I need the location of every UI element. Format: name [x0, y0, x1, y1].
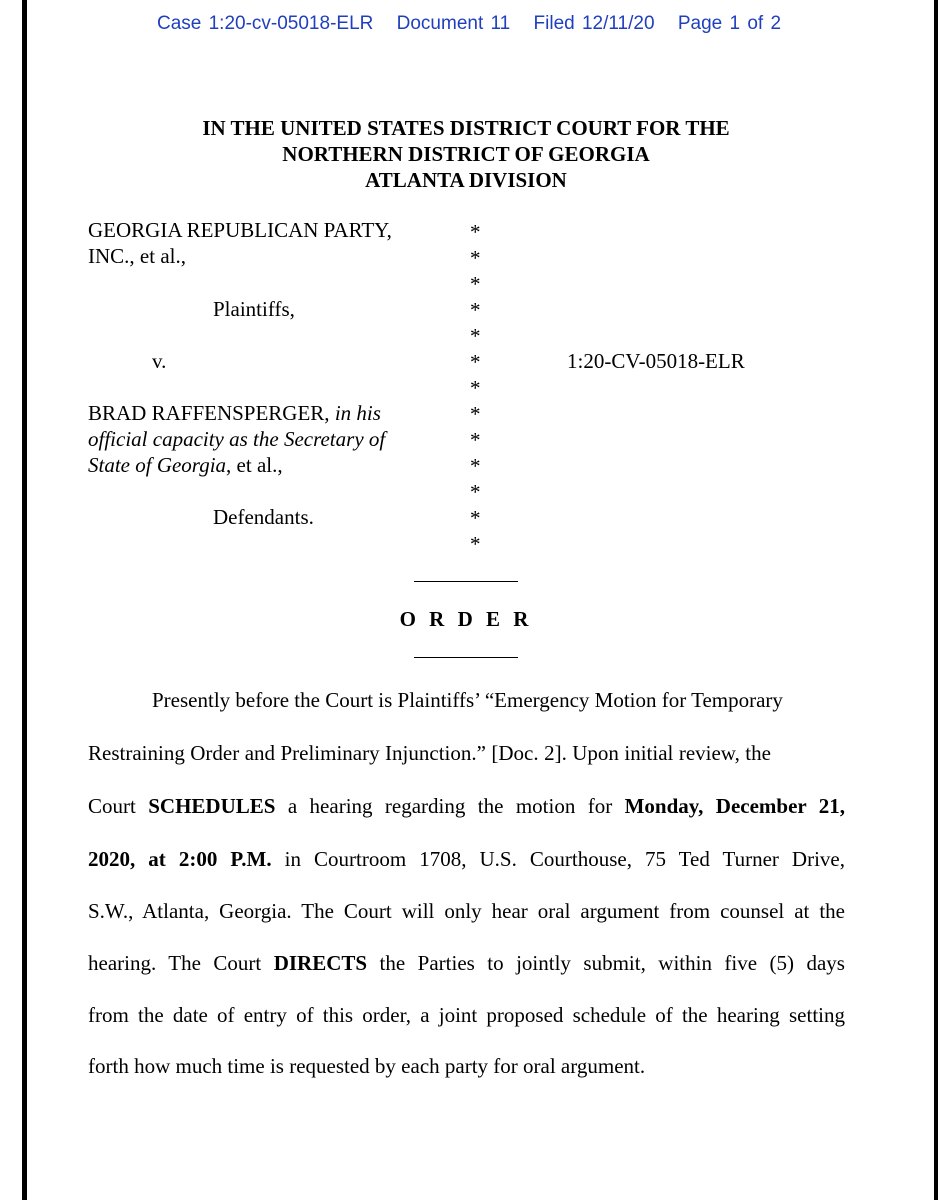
defendants-label: Defendants. — [213, 505, 314, 529]
defendant-line-3 — [88, 452, 283, 478]
stamp-page: Page 1 of 2 — [677, 13, 782, 34]
stamp-case: Case 1:20-cv-05018-ELR — [156, 13, 374, 34]
caption-asterisk: * — [470, 428, 481, 452]
court-heading — [0, 115, 932, 193]
plaintiff-name-line-1: GEORGIA REPUBLICAN PARTY, — [88, 218, 392, 242]
body-line-2: Restraining Order and Preliminary Injunction.” [Doc. 2]. Upon initial review, the — [88, 741, 771, 765]
defendant-capacity-1: in his — [334, 401, 381, 425]
body-line-4b: in Courtroom 1708, U.S. Courthouse, 75 Ted Turner Drive, — [271, 847, 845, 871]
defendant-line-2 — [88, 426, 385, 452]
defendant-name: BRAD RAFFENSPERGER, — [88, 401, 330, 425]
schedules-term: SCHEDULES — [148, 794, 276, 818]
defendant-capacity-3: State of Georgia — [88, 453, 227, 477]
body-line-7: from the date of entry of this order, a joint proposed schedule of the hearing setting — [88, 1003, 845, 1027]
hearing-date: Monday, December 21, — [624, 794, 845, 818]
defendant-line-1 — [88, 400, 381, 426]
caption-asterisk: * — [470, 480, 481, 504]
caption-asterisk: * — [470, 454, 481, 478]
caption-asterisk: * — [470, 506, 481, 530]
body-line-1: Presently before the Court is Plaintiffs’ “Emergency Motion for Temporary — [152, 688, 783, 712]
body-line-3 — [88, 793, 845, 819]
stamp-filed: Filed 12/11/20 — [533, 13, 655, 34]
court-line-1: IN THE UNITED STATES DISTRICT COURT FOR THE — [202, 116, 730, 140]
body-line-4 — [88, 846, 845, 872]
body-line-3c: a hearing regarding the motion for — [275, 794, 625, 818]
caption-asterisk: * — [470, 272, 481, 296]
order-title: O R D E R — [399, 607, 533, 631]
defendant-suffix: , et al., — [226, 453, 283, 477]
filing-stamp — [0, 13, 938, 35]
page-edge-right — [934, 0, 938, 1200]
case-number: 1:20-CV-05018-ELR — [567, 349, 745, 373]
caption-asterisk: * — [470, 376, 481, 400]
caption-asterisk: * — [470, 246, 481, 270]
body-line-6 — [88, 950, 845, 976]
stamp-document: Document 11 — [396, 13, 511, 34]
versus-label: v. — [152, 349, 167, 373]
court-line-3: ATLANTA DIVISION — [365, 168, 567, 192]
caption-asterisk: * — [470, 532, 481, 556]
body-line-5: S.W., Atlanta, Georgia. The Court will only hear oral argument from counsel at the — [88, 899, 845, 923]
hearing-time: 2020, at 2:00 P.M. — [88, 847, 272, 871]
body-line-6c: the Parties to jointly submit, within five (5) days — [367, 951, 845, 975]
directs-term: DIRECTS — [273, 951, 368, 975]
caption-asterisk: * — [470, 324, 481, 348]
plaintiff-name-line-2: INC., et al., — [88, 244, 186, 268]
caption-asterisk: * — [470, 402, 481, 426]
order-rule-top — [414, 581, 518, 582]
order-rule-bottom — [414, 657, 518, 658]
body-line-8: forth how much time is requested by each party for oral argument. — [88, 1054, 646, 1078]
defendant-capacity-2: official capacity as the Secretary of — [88, 427, 386, 451]
plaintiffs-label: Plaintiffs, — [213, 297, 295, 321]
caption-asterisk: * — [470, 350, 481, 374]
body-line-3a: Court — [88, 794, 149, 818]
caption-asterisk: * — [470, 298, 481, 322]
body-line-6a: hearing. The Court — [88, 951, 274, 975]
caption-asterisk: * — [470, 220, 481, 244]
court-line-2: NORTHERN DISTRICT OF GEORGIA — [282, 142, 650, 166]
